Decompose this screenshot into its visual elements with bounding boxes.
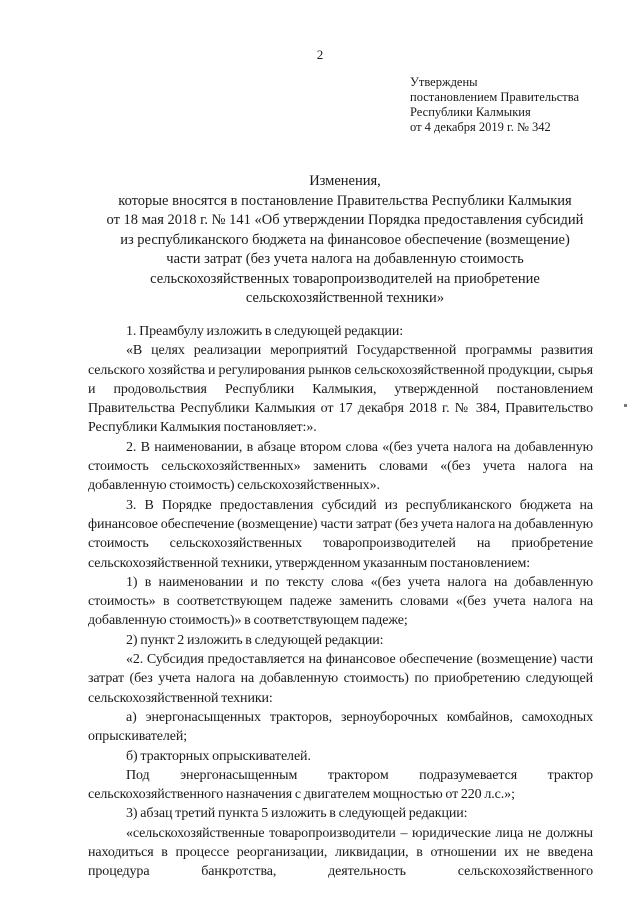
approval-line: Республики Калмыкия [410,105,531,119]
paragraph: Под энергонасыщенным трактором подразумевается трактор сельскохозяйственного назначения с двигателем мощностью от 220 л.с.»; [88,767,593,803]
paragraph: б) тракторных опрыскивателей. [126,748,311,764]
document-body [88,322,593,882]
approval-line: от 4 декабря 2019 г. № 342 [410,120,551,134]
approval-stamp [410,75,620,135]
paragraph: 3) абзац третий пункта 5 изложить в следующей редакции: [126,806,468,822]
approval-line: постановлением Правительства [410,90,580,104]
title-line: сельскохозяйственных товаропроизводителей на приобретение [150,270,540,287]
paragraph: 3. В Порядке предоставления субсидий из республиканского бюджета на финансовое обеспечение (возмещение) части затрат (без учета налога на добавленную стоимость сельскохозяйственных товаропроизводителей на приобретение сельскохозяйственной техники, утвержденном указанным постановлением: [88,497,593,571]
document-title [60,172,630,309]
paragraph: «сельскохозяйственные товаропроизводители – юридические лица не должны находиться в процессе реорганизации, ликвидации, в отношении их не введена процедура банкротства, деятельность сельскохозяйственного [88,825,593,880]
title-line: сельскохозяйственной техники» [245,290,445,306]
paragraph: 2) пункт 2 изложить в следующей редакции: [126,632,384,648]
approval-line: Утверждены [410,75,478,89]
title-line: которые вносятся в постановление Правительства Республики Калмыкия [118,192,572,209]
paragraph: «В целях реализации мероприятий Государственной программы развития сельского хозяйства и регулирования рынков сельскохозяйственной продукции, сырья и продовольствия Республики Калмыкия, утвержденной постановлением Правительства Республики Калмыкия от 17 декабря 2018 г. № 384, Правительство Республики Калмыкия постановляет:». [88,343,593,436]
paragraph: 1) в наименовании и по тексту слова «(без учета налога на добавленную стоимость» в соответствующем падеже заменить словами «(без учета налога на добавленную стоимость)» в соответствующем падеже; [88,574,593,629]
paragraph: «2. Субсидия предоставляется на финансовое обеспечение (возмещение) части затрат (без учета налога на добавленную стоимость) по приобретению следующей сельскохозяйственной техники: [88,652,593,706]
title-line: Изменения, [309,173,381,189]
paragraph: а) энергонасыщенных тракторов, зерноуборочных комбайнов, самоходных опрыскивателей; [88,709,593,745]
page-number: 2 [316,47,324,62]
scan-dot [624,404,627,407]
paragraph: 1. Преамбулу изложить в следующей редакции: [126,324,404,339]
title-line: от 18 мая 2018 г. № 141 «Об утверждении Порядка предоставления субсидий [106,212,584,228]
paragraph: 2. В наименовании, в абзаце втором слова «(без учета налога на добавленную стоимость сельскохозяйственных» заменить словами «(без учета налога на добавленную стоимость) сельскохозяйственных». [88,439,593,494]
title-line: из республиканского бюджета на финансовое обеспечение (возмещение) [120,231,570,248]
title-line: части затрат (без учета налога на добавленную стоимость [166,251,524,267]
